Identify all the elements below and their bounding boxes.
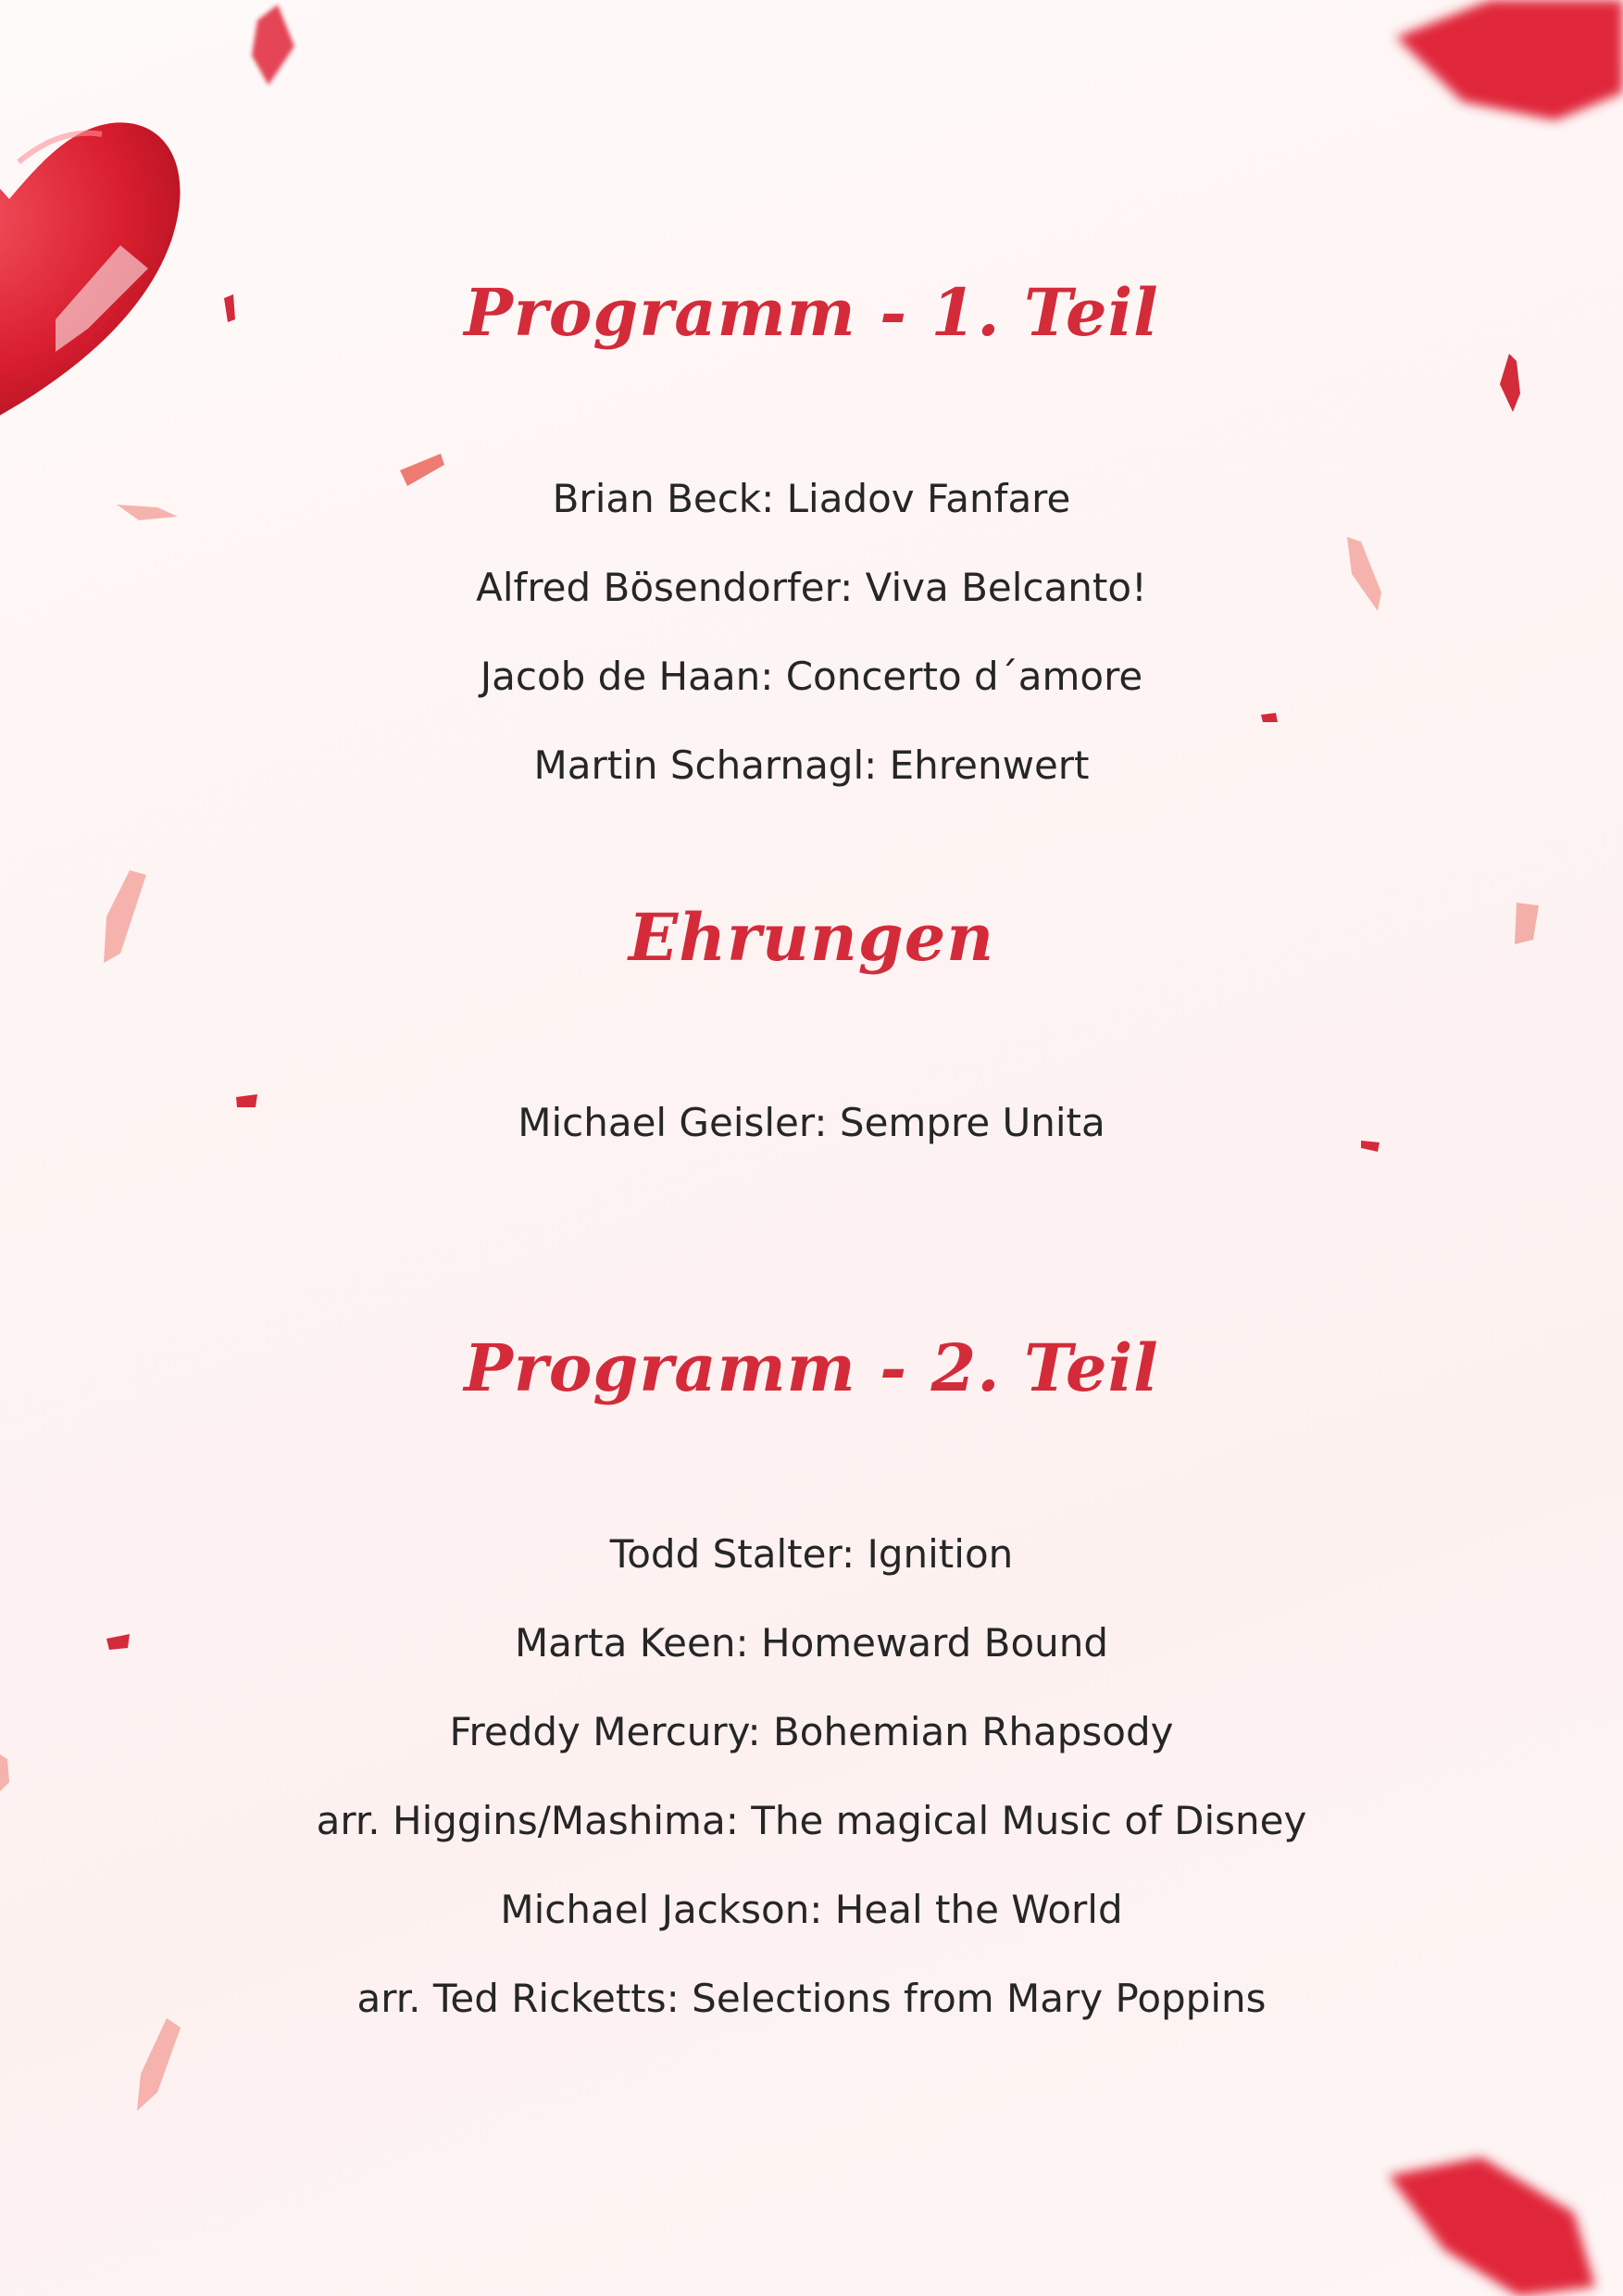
section-title-ehrungen: Ehrungen	[628, 899, 995, 976]
program-item: Martin Scharnagl: Ehrenwert	[533, 742, 1090, 788]
program-item: Michael Jackson: Heal the World	[500, 1887, 1123, 1932]
program-item: Michael Geisler: Sempre Unita	[518, 1100, 1105, 1145]
program-item: Marta Keen: Homeward Bound	[514, 1620, 1109, 1666]
program-item: Alfred Bösendorfer: Viva Belcanto!	[476, 565, 1147, 610]
section-title-programm-teil-1: Programm - 1. Teil	[464, 274, 1159, 351]
program-item: Todd Stalter: Ignition	[609, 1531, 1014, 1577]
program-item: Jacob de Haan: Concerto d´amore	[480, 654, 1143, 699]
program-item: arr. Ted Ricketts: Selections from Mary Poppins	[356, 1976, 1267, 2021]
program-item: Brian Beck: Liadov Fanfare	[552, 476, 1071, 521]
section-title-programm-teil-2: Programm - 2. Teil	[464, 1329, 1159, 1406]
program-item: arr. Higgins/Mashima: The magical Music of Disney	[316, 1798, 1307, 1843]
program-item: Freddy Mercury: Bohemian Rhapsody	[449, 1709, 1174, 1754]
